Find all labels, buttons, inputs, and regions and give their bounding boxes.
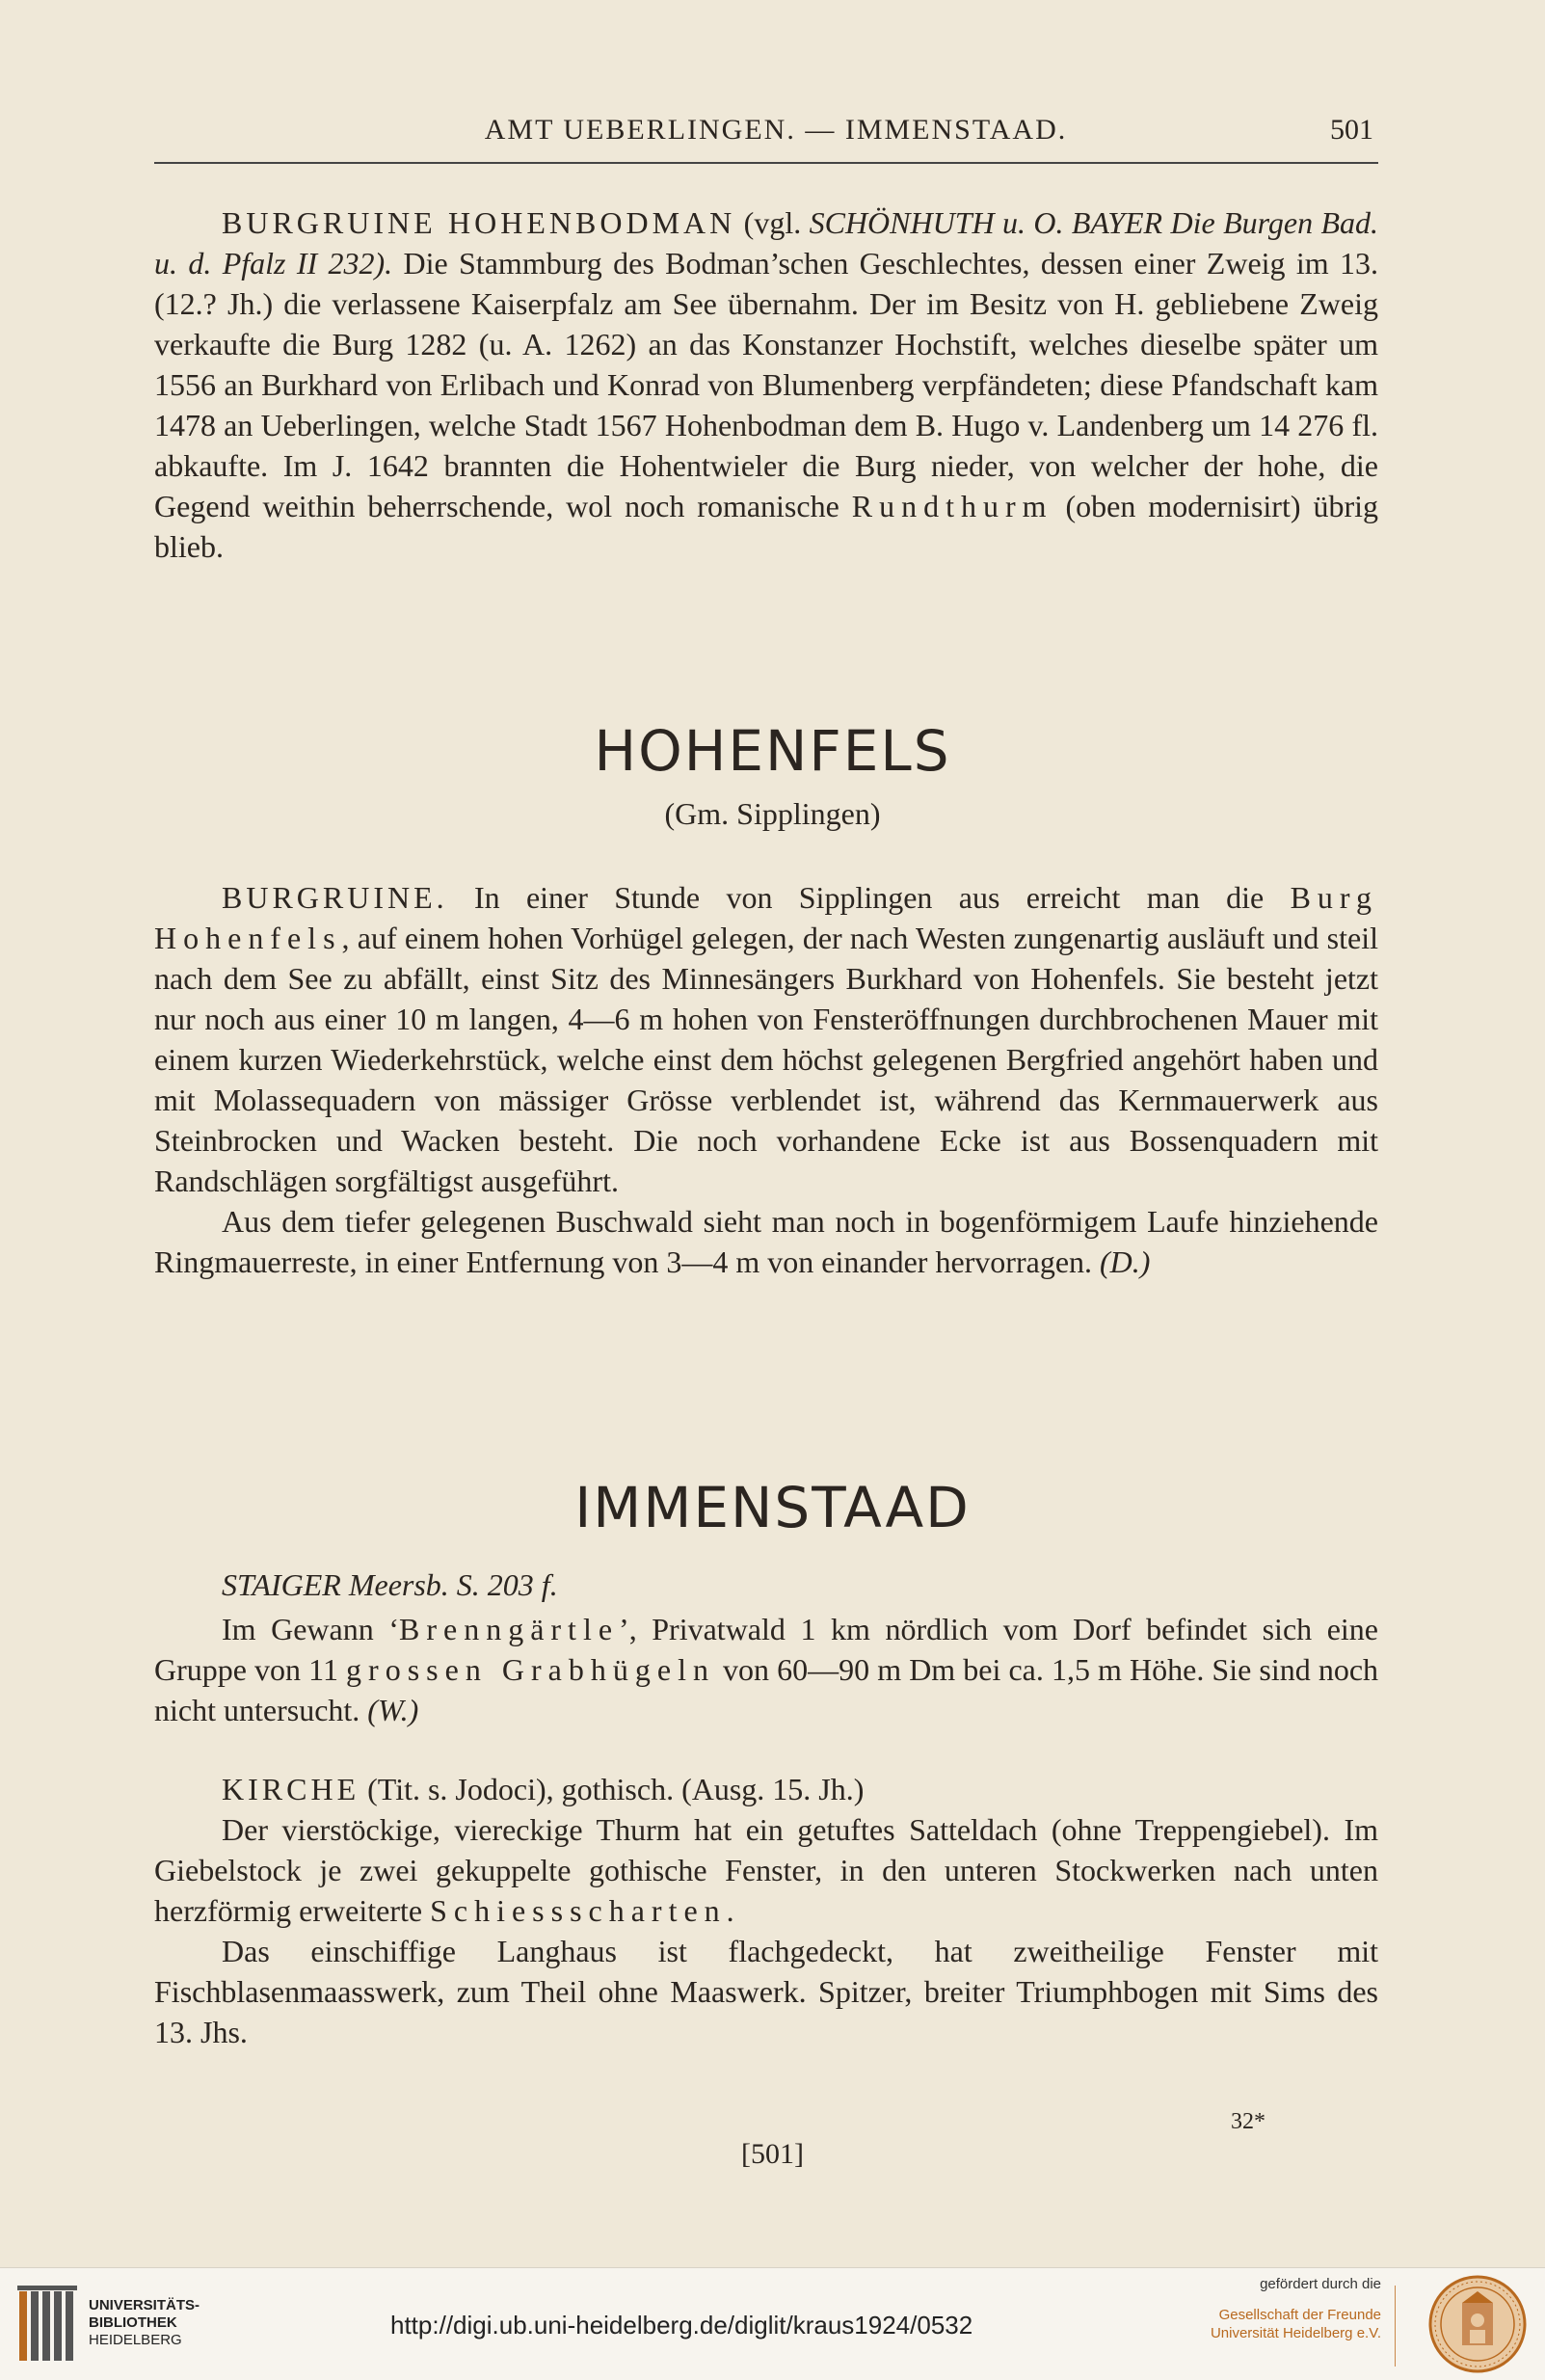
signature-mark: 32*: [1231, 2109, 1265, 2134]
ub-heidelberg-logo: [17, 2284, 79, 2365]
section-immenstaad: [154, 1564, 1378, 2052]
sponsor-block: [1211, 2276, 1381, 2342]
bracket-page-number: [501]: [741, 2138, 804, 2170]
paragraph-text: Die Stammburg des Bodman’schen Geschlechtes, dessen einer Zweig im 13. (12.? Jh.) die verlassene Kaiserpfalz am See übernahm. Der im Besitz von H. gebliebene Zweig verkaufte die Burg 1282 (u. A. 1262) an das Konstanzer Hochstift, welches dieselbe später um 1556 an Burkhard von Erlibach und Konrad von Blumenberg verpfändeten; diese Pfandschaft kam 1478 an Ueberlingen, welche Stadt 1567 Hohenbodman dem B. Hugo v. Landenberg um 14 276 fl. abkaufte. Im J. 1642 brannten die Hohentwieler die Burg nieder, von welcher der hohe, die Gegend weithin beherrschende, wol noch romanische: [154, 246, 1379, 523]
sponsor-name-line: Gesellschaft der Freunde: [1218, 2307, 1381, 2323]
university-seal-icon: [1427, 2274, 1528, 2374]
heading-hohenfels: HOHENFELS: [594, 718, 951, 784]
entry-lead: BURGRUINE.: [222, 880, 448, 915]
spaced-term: Schiessscharten: [430, 1893, 727, 1928]
paragraph: [154, 1769, 1378, 1809]
author-signature: (D.): [1100, 1244, 1151, 1279]
header-rule: [154, 162, 1378, 164]
section-hohenfels: [154, 877, 1378, 1282]
sponsor-divider: [1395, 2286, 1396, 2367]
spaced-term: Rundthurm: [851, 489, 1053, 523]
digitization-footer: [0, 2267, 1545, 2380]
spaced-term: grossen Grabhügeln: [346, 1652, 715, 1687]
spaced-term: Brenngärtle: [398, 1612, 620, 1646]
paragraph-text: In einer Stunde von Sipplingen aus erreicht man die: [447, 880, 1291, 915]
paragraph: [154, 1201, 1378, 1282]
paragraph-text: Im Gewann ‘: [222, 1612, 399, 1646]
reference-line: STAIGER Meersb. S. 203 f.: [222, 1567, 558, 1602]
paragraph-text: .: [726, 1893, 734, 1928]
spaced-term: Burg Hohenfels: [154, 880, 1378, 955]
paragraph: [154, 1809, 1378, 1931]
permalink-url[interactable]: http://digi.ub.uni-heidelberg.de/diglit/kraus1924/0532: [390, 2311, 973, 2340]
paragraph: [154, 1609, 1378, 1730]
library-name-line: UNIVERSITÄTS-: [89, 2297, 200, 2313]
running-header: AMT UEBERLINGEN. — IMMENSTAAD.: [484, 114, 1068, 146]
paragraph-text: von 60—90 m Dm bei ca. 1,5 m Höhe. Sie sind noch nicht untersucht.: [154, 1652, 1379, 1727]
paragraph-text: , auf einem hohen Vorhügel gelegen, der nach Westen zungenartig ausläuft und steil nach dem See zu abfällt, einst Sitz des Minnesängers Burkhard von Hohenfels. Sie besteht jetzt nur noch aus einer 10 m langen, 4—6 m hohen von Fensteröffnungen durchbrochenen Mauer mit einem kurzen Wiederkehrstück, welche einst dem höchst gelegenen Bergfried angehört haben und mit Molassequadern von mässiger Grösse verblendet ist, während das Kernmauerwerk aus Steinbrocken und Wacken besteht. Die noch vorhandene Ecke ist aus Bossenquadern mit Randschlägen sorgfältigst ausgeführt.: [154, 921, 1378, 1198]
sponsor-name-line: Universität Heidelberg e.V.: [1210, 2325, 1381, 2341]
paragraph: [154, 877, 1378, 1201]
page-number: 501: [1330, 114, 1373, 146]
reference-italic: SCHÖNHUTH u. O. BAYER Die Burgen Bad. u. d. Pfalz II 232).: [154, 205, 1379, 281]
paragraph-text: Das einschiffige Langhaus ist flachgedeckt, hat zweitheilige Fenster mit Fischblasenmaasswerk, zum Theil ohne Maaswerk. Spitzer, breiter Triumphbogen mit Sims des 13. Jhs.: [154, 1934, 1378, 2049]
paragraph: [154, 202, 1378, 567]
author-signature: (W.): [367, 1693, 419, 1727]
paragraph-text: (Tit. s. Jodoci), gothisch. (Ausg. 15. Jh.): [360, 1772, 865, 1806]
sponsor-label: gefördert durch die: [1260, 2276, 1381, 2292]
library-name-line: BIBLIOTHEK: [89, 2314, 177, 2331]
entry-lead: BURGRUINE HOHENBODMAN: [222, 205, 736, 240]
entry-lead: KIRCHE: [222, 1772, 360, 1806]
section-burgruine-hohenbodman: [154, 202, 1378, 567]
library-name: [89, 2297, 200, 2349]
paragraph-text: ’, Privatwald 1 km nördlich vom Dorf befindet sich eine Gruppe von 11: [154, 1612, 1379, 1687]
subheading-hohenfels: (Gm. Sipplingen): [664, 796, 881, 831]
paragraph-text: Aus dem tiefer gelegenen Buschwald sieht man noch in bogenförmigem Laufe hinziehende Ringmauerreste, in einer Entfernung von 3—4 m von einander hervorragen.: [154, 1204, 1378, 1279]
reference-open: (vgl.: [735, 205, 810, 240]
paragraph-text: (oben modernisirt) übrig blieb.: [154, 489, 1379, 564]
library-name-line: HEIDELBERG: [89, 2332, 182, 2348]
heading-immenstaad: IMMENSTAAD: [574, 1475, 971, 1540]
paragraph-text: Der vierstöckige, viereckige Thurm hat ein getuftes Satteldach (ohne Treppengiebel). Im Giebelstock je zwei gekuppelte gothische Fenster, in den unteren Stockwerken nach unten herzförmig erweiterte: [154, 1812, 1378, 1928]
paragraph: [154, 1931, 1378, 2052]
